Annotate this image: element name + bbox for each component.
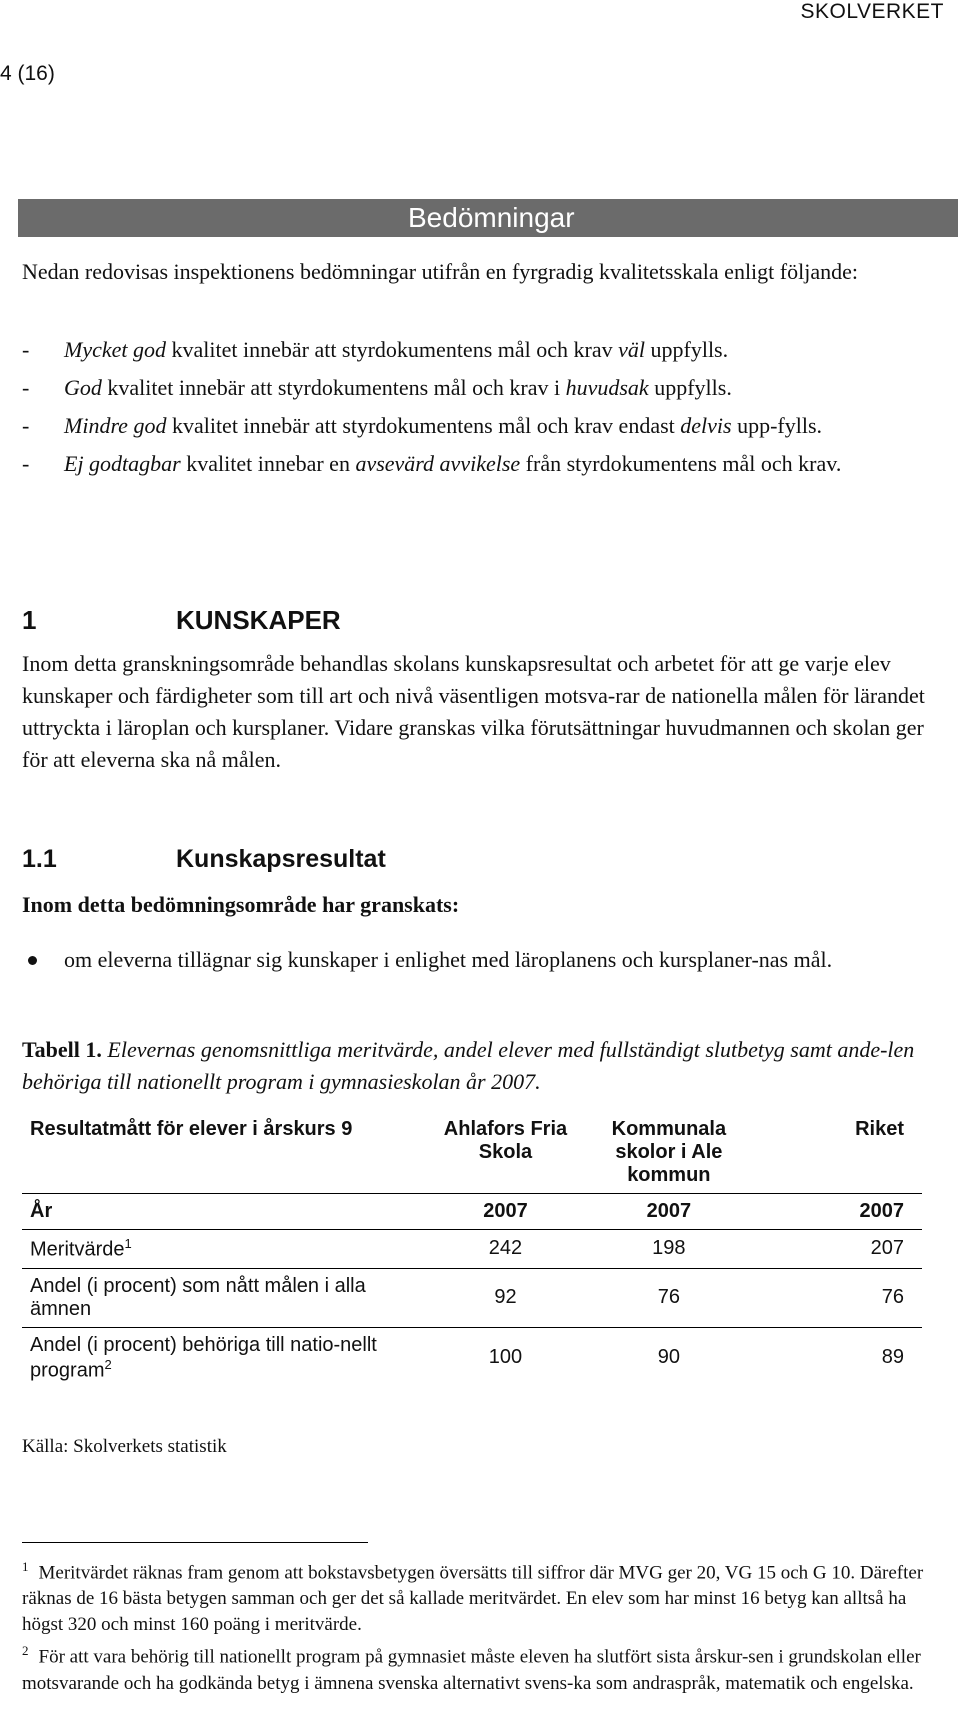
grade-end: upp-fylls. [731, 413, 823, 438]
table-cell: 76 [587, 1268, 751, 1327]
section-title: Bedömningar [408, 202, 575, 233]
table-header-row [22, 1112, 922, 1194]
grade-term: Mindre god [64, 413, 167, 438]
grade-text: kvalitet innebär att styrdokumentens mål och krav [166, 337, 619, 362]
footnote-divider [22, 1542, 368, 1543]
table-cell: 100 [488, 1346, 523, 1369]
header-municipal: Kommunala skolor i Ale kommun [587, 1112, 751, 1194]
assessment-subheading: Inom detta bedömningsområde har granskats: [22, 892, 460, 917]
row-label-text: Meritvärde [30, 1238, 125, 1261]
table-cell: 207 [751, 1230, 922, 1269]
grade-item [22, 448, 942, 480]
page-number: 4 (16) [0, 62, 55, 85]
table-cell: 89 [881, 1346, 904, 1369]
table-year-row [22, 1194, 922, 1230]
grade-item [22, 410, 942, 442]
footnote-ref: 1 [124, 1236, 132, 1251]
grade-term: God [64, 375, 102, 400]
table-row [22, 1230, 922, 1269]
table-caption-text: Elevernas genomsnittliga meritvärde, andel elever med fullständigt slutbetyg samt ande-len behöriga till nationellt program i gymnasieskolan år 2007. [22, 1037, 915, 1094]
grade-end: uppfylls. [648, 375, 732, 400]
table-cell: 90 [657, 1346, 680, 1369]
year-cell: 2007 [751, 1194, 922, 1230]
grade-dash: - [22, 337, 30, 362]
year-cell: 2007 [424, 1194, 587, 1230]
grade-emphasis: huvudsak [565, 375, 649, 400]
grade-emphasis: delvis [680, 413, 732, 438]
header-school: Ahlafors Fria Skola [424, 1112, 587, 1194]
grade-end: från styrdokumentens mål och krav. [520, 451, 842, 476]
section-banner [18, 199, 958, 237]
results-table [22, 1112, 922, 1388]
heading-kunskaper: KUNSKAPER [176, 605, 341, 635]
row-label [22, 1268, 424, 1327]
grade-text: kvalitet innebär att styrdokumentens mål och krav endast [166, 413, 681, 438]
footnote-text: Meritvärdet räknas fram genom att bokstavsbetygen översätts till siffror där MVG ger 20, VG 15 och G 10. Därefter räknas de 16 bästa betygen samman och ger det så kallade meritvärdet. En elev som har minst 16 betyg kan alltså ha högst 320 och minst 160 poäng i meritvärde. [22, 1562, 924, 1636]
grade-end: uppfylls. [645, 337, 729, 362]
grade-list [22, 334, 942, 486]
grade-emphasis: avsevärd avvikelse [355, 451, 521, 476]
table-row [22, 1268, 922, 1327]
grade-dash: - [22, 375, 30, 400]
table-cell: 198 [587, 1230, 751, 1269]
heading-kunskapsresultat: Kunskapsresultat [176, 845, 386, 873]
grade-text: kvalitet innebär att styrdokumentens mål och krav i [101, 375, 566, 400]
row-label [22, 1230, 424, 1269]
table-caption [22, 1034, 936, 1098]
grade-emphasis: väl [618, 337, 645, 362]
table-cell: 76 [751, 1268, 922, 1327]
row-label-text: Andel (i procent) behöriga till natio-nellt program [30, 1333, 377, 1382]
bullet-item [22, 944, 932, 976]
header-national: Riket [751, 1112, 922, 1194]
table-source: Källa: Skolverkets statistik [22, 1436, 227, 1457]
grade-dash: - [22, 451, 30, 476]
footnote-number: 1 [22, 1559, 29, 1574]
bullet-dot [28, 956, 37, 965]
grade-text: kvalitet innebar en [180, 451, 356, 476]
footnote [22, 1638, 942, 1696]
header-measure: Resultatmått för elever i årskurs 9 [22, 1112, 424, 1194]
footnotes [22, 1554, 942, 1697]
footnote-number: 2 [22, 1643, 29, 1659]
year-cell: 2007 [587, 1194, 751, 1230]
grade-term: Mycket god [64, 337, 166, 362]
table-cell: 242 [424, 1230, 587, 1269]
year-label: År [22, 1194, 424, 1230]
intro-paragraph: Nedan redovisas inspektionens bedömningar utifrån en fyrgradig kvalitetsskala enligt följande: [22, 259, 858, 284]
table-cell: 92 [424, 1268, 587, 1327]
row-label-text: Andel (i procent) som nått målen i alla ämnen [30, 1274, 366, 1320]
heading-number: 1 [22, 605, 37, 635]
subheading-number: 1.1 [22, 845, 57, 873]
grade-term: Ej godtagbar [64, 451, 181, 476]
kunskaper-paragraph: Inom detta granskningsområde behandlas skolans kunskapsresultat och arbetet för att ge varje elev kunskaper och färdigheter som till art och nivå väsentligen motsva-rar de nationella målen för lärandet uttryckta i läroplan och kursplaner. Vidare granskas vilka förutsättningar huvudmannen och skolan ger för att eleverna ska nå målen. [22, 651, 925, 772]
grade-item [22, 334, 942, 366]
grade-dash: - [22, 413, 30, 438]
row-label [22, 1327, 424, 1388]
footnote-text: För att vara behörig till nationellt program på gymnasiet måste eleven ha slutfört sista årskur-sen i grundskolan eller motsvarande och ha godkända betyg i ämnena svenska alternativt svens-ka som andraspråk, matematik och engelska. [22, 1646, 921, 1694]
table-caption-label: Tabell 1. [22, 1037, 102, 1062]
footnote [22, 1554, 942, 1638]
grade-item [22, 372, 942, 404]
footnote-ref: 2 [104, 1356, 112, 1372]
table-row [22, 1327, 922, 1388]
agency-name: SKOLVERKET [800, 0, 944, 23]
bullet-text: om eleverna tillägnar sig kunskaper i enlighet med läroplanens och kursplaner-nas mål. [64, 947, 833, 972]
